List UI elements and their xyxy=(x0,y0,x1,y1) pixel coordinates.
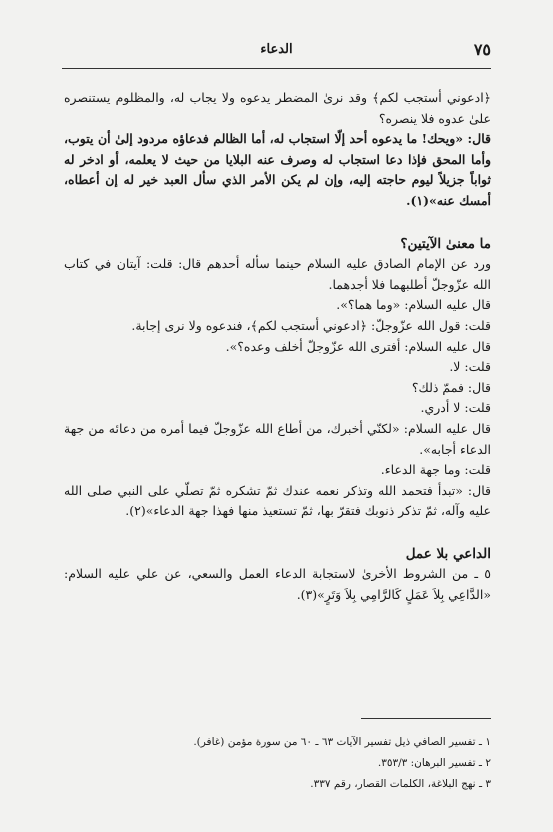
paragraph: قال: «ويحك! ما يدعوه أحد إلّا استجاب له، أما الظالم فدعاؤه مردود إلىٰ أن يتوب، وأما المحق فإذا دعا استجاب له وصرف عنه البلايا من حيث لا يعلمه، أو ادخر له ثواباً جزيلاً ليوم حاجته إليه، وإن لم يكن الأمر الذي سأل العبد خير له إن أعطاه، أمسك عنه»(١). xyxy=(64,131,491,208)
paragraph: قلت: قول الله عزّوجلّ: ﴿ادعوني أستجب لكم﴾، فندعوه ولا نرى إجابة. xyxy=(131,317,491,333)
paragraph: ٥ ـ من الشروط الأخرىٰ لاستجابة الدعاء العمل والسعي، عن علي عليه السلام: «الدَّاعِي بِلاَ عَمَلٍ كَالرَّامِي بِلاَ وَتَرٍ»(٣). xyxy=(64,566,491,603)
paragraph: قلت: لا. xyxy=(449,359,491,375)
paragraph: قال: فممّ ذلك؟ xyxy=(411,379,491,395)
footnote-divider xyxy=(361,718,491,719)
footnote: ٣ ـ نهج البلاغة، الكلمات القصار، رقم ٣٣٧. xyxy=(310,778,491,790)
paragraph: قال عليه السلام: «وما هما؟». xyxy=(336,297,491,313)
section-heading: ما معنىٰ الآيتين؟ xyxy=(400,235,491,252)
footnote: ٢ ـ تفسير البرهان: ٣٥٣/٣. xyxy=(377,757,491,769)
main-text xyxy=(64,88,491,606)
paragraph: ورد عن الإمام الصادق عليه السلام حينما سأله أحدهم قال: قلت: آيتان في كتاب الله عزّوجلّ أطلبهما فلا أجدهما. xyxy=(64,256,491,292)
page-number: ٧٥ xyxy=(473,40,491,59)
running-header xyxy=(62,42,491,69)
header-title: الدعاء xyxy=(260,42,293,57)
paragraph: ﴿ادعوني أستجب لكم﴾ وقد نرىٰ المضطر يدعوه ولا يجاب له، والمظلوم يستنصره علىٰ عدوه فلا ينصره؟ xyxy=(64,90,491,126)
section-heading: الداعي بلا عمل xyxy=(405,545,491,562)
paragraph: قلت: لا أدري. xyxy=(420,400,491,416)
footnote: ١ ـ تفسير الصافي ذيل تفسير الآيات ٦٣ ـ ٦٠ من سورة مؤمن (غافر). xyxy=(193,736,491,748)
paragraph: قال: «تبدأ فتحمد الله وتذكر نعمه عندك ثمّ تشكره ثمّ تصلّي على النبي صلى الله عليه وآله، ثمّ تذكر ذنوبك فتقرّ بها، ثمّ تستعيذ منها فهذا جهة الدعاء»(٢). xyxy=(64,482,491,519)
footnotes xyxy=(64,732,491,795)
paragraph: قلت: وما جهة الدعاء. xyxy=(380,462,491,478)
paragraph: قال عليه السلام: أفترى الله عزّوجلّ أخلف وعده؟». xyxy=(225,338,491,354)
paragraph: قال عليه السلام: «لكنّي أخبرك، من أطاع الله عزّوجلّ فيما أمره من دعائه من جهة الدعاء أجابه». xyxy=(64,420,491,457)
